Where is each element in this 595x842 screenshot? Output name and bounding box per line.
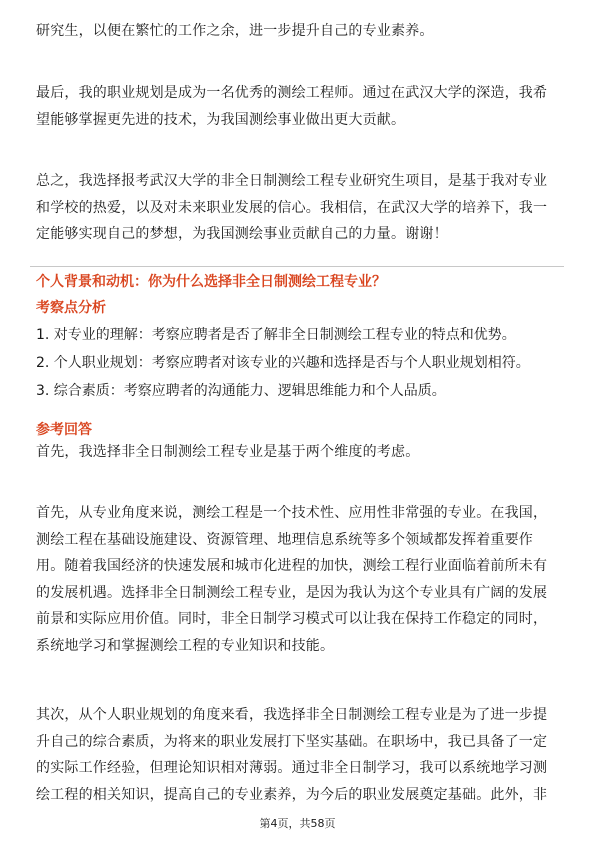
page-footer: 第4页，共58页 [259, 817, 336, 830]
analysis-heading: 考察点分析 [36, 300, 106, 316]
paragraph: 研究生，以便在繁忙的工作之余，进一步提升自己的专业素养。 [36, 23, 434, 39]
question-heading: 个人背景和动机：你为什么选择非全日制测绘工程专业？ [36, 274, 386, 290]
analysis-item: 3. 综合素质：考察应聘者的沟通能力、逻辑思维能力和个人品质。 [36, 383, 446, 399]
analysis-item: 1. 对专业的理解：考察应聘者是否了解非全日制测绘工程专业的特点和优势。 [36, 327, 516, 343]
answer-paragraph: 其次，从个人职业规划的角度来看，我选择非全日制测绘工程专业是为了进一步提升自己的综合素质，为将来的职业发展打下坚实基础。在职场中，我已具备了一定的实际工作经验，但理论知识相对薄弱。通过非全日制学习，我可以系统地学习测绘工程的相关知识，提高自己的专业素养，为今后的职业发展奠定基础。此外，非 [36, 707, 548, 803]
answer-paragraph: 首先，我选择非全日制测绘工程专业是基于两个维度的考虑。 [36, 444, 420, 460]
paragraph: 最后，我的职业规划是成为一名优秀的测绘工程师。通过在武汉大学的深造，我希望能够掌握更先进的技术，为我国测绘事业做出更大贡献。 [36, 85, 548, 128]
analysis-item: 2. 个人职业规划：考察应聘者对该专业的兴趣和选择是否与个人职业规划相符。 [36, 355, 530, 371]
paragraph: 总之，我选择报考武汉大学的非全日制测绘工程专业研究生项目，是基于我对专业和学校的热爱，以及对未来职业发展的信心。我相信，在武汉大学的培养下，我一定能够实现自己的梦想，为我国测绘事业贡献自己的力量。谢谢！ [36, 173, 548, 242]
answer-heading: 参考回答 [36, 422, 92, 438]
section-divider [30, 266, 564, 267]
answer-paragraph: 首先，从专业角度来说，测绘工程是一个技术性、应用性非常强的专业。在我国，测绘工程在基础设施建设、资源管理、地理信息系统等多个领域都发挥着重要作用。随着我国经济的快速发展和城市化进程的加快，测绘工程行业面临着前所未有的发展机遇。选择非全日制测绘工程专业，是因为我认为这个专业具有广阔的发展前景和实际应用价值。同时，非全日制学习模式可以让我在保持工作稳定的同时，系统地学习和掌握测绘工程的专业知识和技能。 [36, 505, 548, 654]
